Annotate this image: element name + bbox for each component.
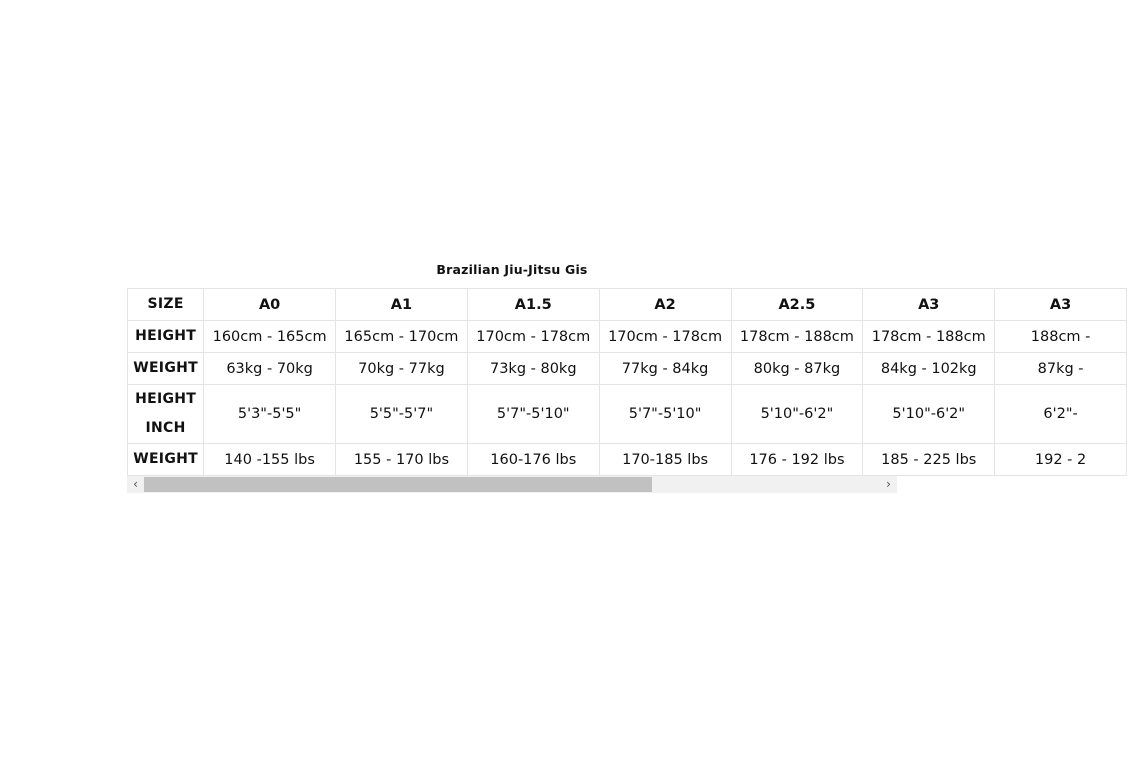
size-cell: A3 (995, 289, 1127, 321)
size-cell: A0 (204, 289, 336, 321)
row-header-height: HEIGHT (128, 321, 204, 353)
table-cell: 80kg - 87kg (731, 353, 863, 385)
size-cell: A1.5 (467, 289, 599, 321)
size-cell: A2.5 (731, 289, 863, 321)
table-cell: 155 - 170 lbs (336, 444, 468, 476)
chart-title: Brazilian Jiu-Jitsu Gis (436, 262, 588, 277)
table-row-height (128, 321, 1127, 353)
table-row-weight-kg (128, 353, 1127, 385)
table-cell: 192 - 2 (995, 444, 1127, 476)
table-cell: 87kg - (995, 353, 1127, 385)
table-cell: 73kg - 80kg (467, 353, 599, 385)
scrollbar-thumb[interactable] (144, 477, 652, 492)
chevron-left-icon[interactable]: ‹ (133, 477, 138, 491)
table-cell: 185 - 225 lbs (863, 444, 995, 476)
chevron-right-icon[interactable]: › (886, 477, 891, 491)
table-cell: 5'10"-6'2" (863, 385, 995, 444)
table-cell: 170cm - 178cm (467, 321, 599, 353)
table-cell: 84kg - 102kg (863, 353, 995, 385)
table-cell: 165cm - 170cm (336, 321, 468, 353)
table-cell: 170cm - 178cm (599, 321, 731, 353)
row-header-weight: WEIGHT (128, 353, 204, 385)
table-scroll-container[interactable] (127, 288, 1091, 476)
table-cell: 5'7"-5'10" (599, 385, 731, 444)
table-cell: 176 - 192 lbs (731, 444, 863, 476)
size-cell: A1 (336, 289, 468, 321)
table-cell: 170-185 lbs (599, 444, 731, 476)
table-cell: 188cm - (995, 321, 1127, 353)
table-cell: 140 -155 lbs (204, 444, 336, 476)
size-chart (127, 260, 1091, 493)
table-cell: 70kg - 77kg (336, 353, 468, 385)
horizontal-scrollbar[interactable] (127, 476, 897, 493)
table-cell: 6'2"- (995, 385, 1127, 444)
row-header-weight: WEIGHT (128, 444, 204, 476)
row-header-height-inch: HEIGHT INCH (128, 385, 204, 444)
table-row-weight-lbs (128, 444, 1127, 476)
table-cell: 160-176 lbs (467, 444, 599, 476)
size-cell: A3 (863, 289, 995, 321)
size-cell: A2 (599, 289, 731, 321)
table-cell: 63kg - 70kg (204, 353, 336, 385)
table-cell: 5'10"-6'2" (731, 385, 863, 444)
row-header-size: SIZE (128, 289, 204, 321)
table-row-height-inch (128, 385, 1127, 444)
table-cell: 5'3"-5'5" (204, 385, 336, 444)
table-cell: 77kg - 84kg (599, 353, 731, 385)
table-cell: 160cm - 165cm (204, 321, 336, 353)
table-row-size (128, 289, 1127, 321)
table-cell: 178cm - 188cm (731, 321, 863, 353)
table-cell: 178cm - 188cm (863, 321, 995, 353)
table-cell: 5'5"-5'7" (336, 385, 468, 444)
table-cell: 5'7"-5'10" (467, 385, 599, 444)
size-table (127, 288, 1127, 476)
